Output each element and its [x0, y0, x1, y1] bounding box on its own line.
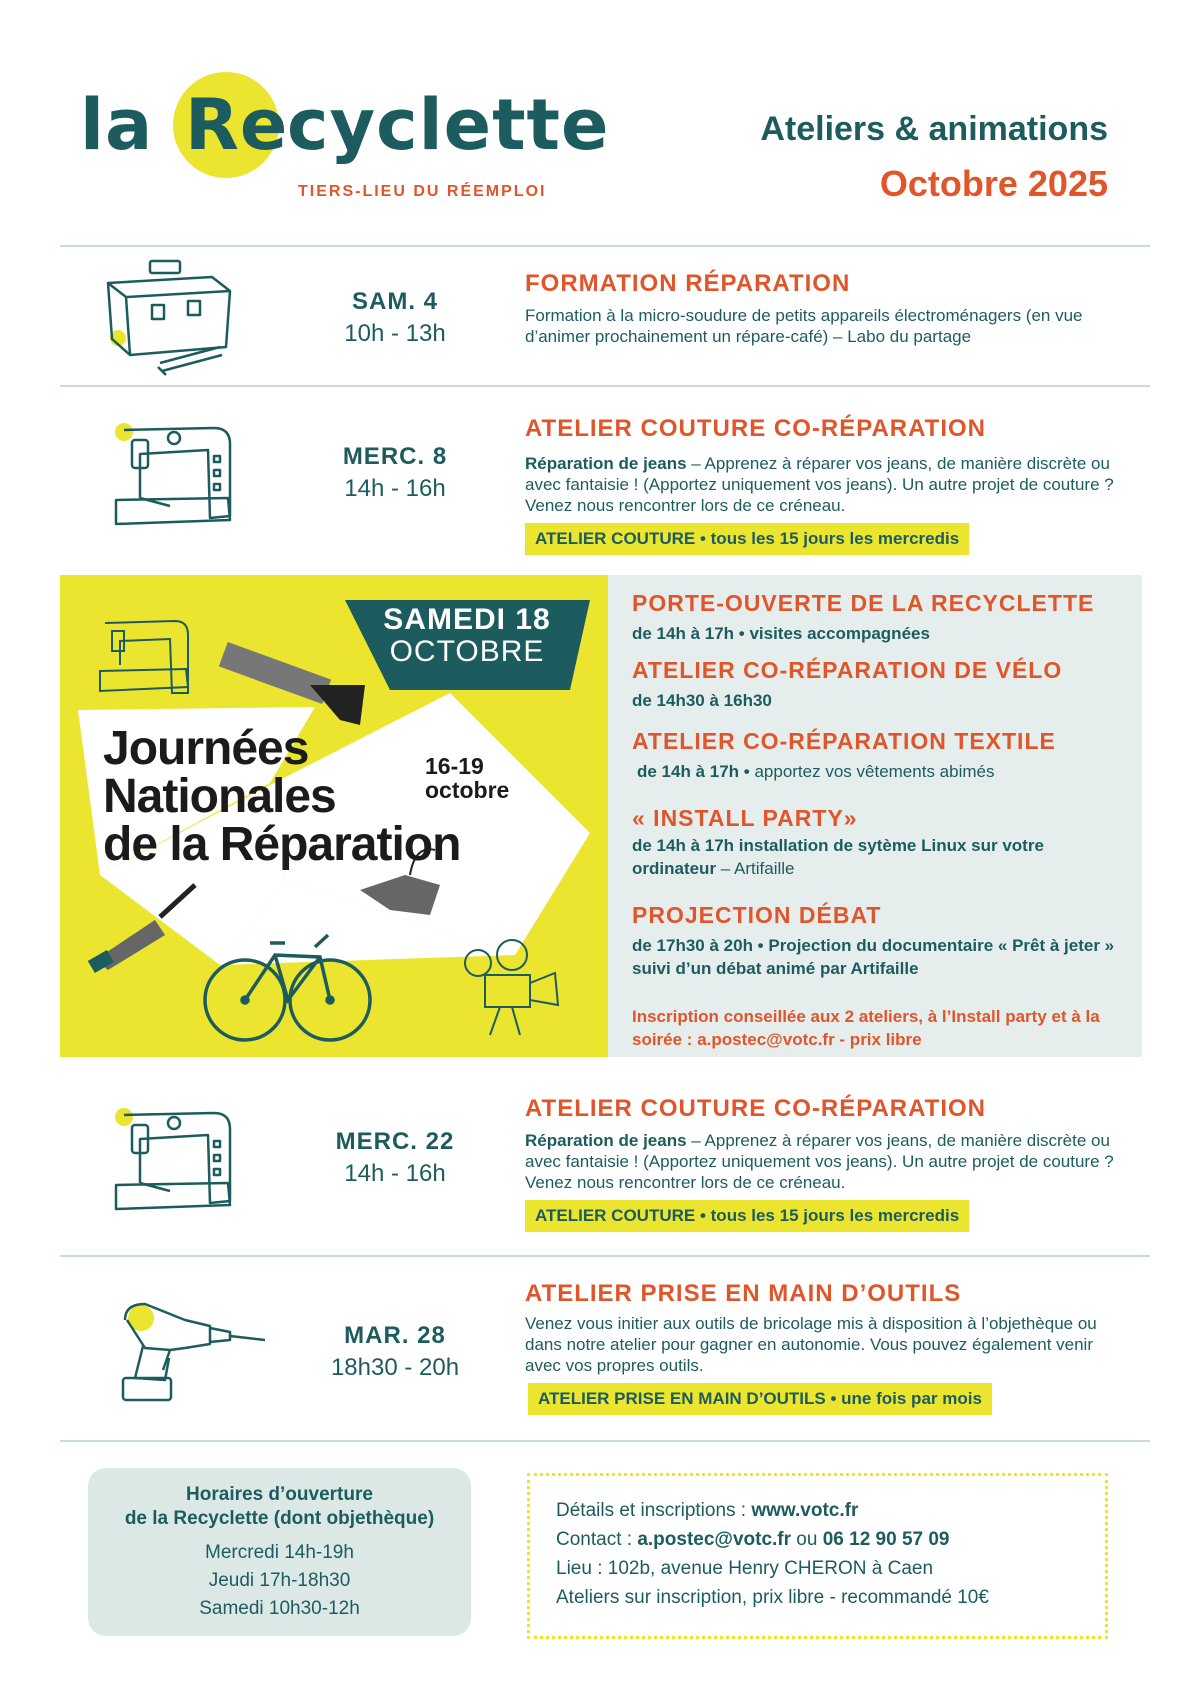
jnr-line3: de la Réparation	[103, 818, 461, 871]
sewing-machine-icon	[110, 1105, 245, 1215]
event-hours: 18h30 - 20h	[330, 1354, 460, 1381]
opening-hours-title2: de la Recyclette (dont objethèque)	[124, 1508, 435, 1529]
special-event-desc: de 14h à 17h • visites accompagnées	[632, 624, 930, 643]
event-hours: 14h - 16h	[344, 475, 446, 502]
pricing-note: Ateliers sur inscription, prix libre - recommandé 10€	[556, 1587, 989, 1608]
contact-box	[527, 1473, 1108, 1639]
event-description: Venez vous initier aux outils de bricolage mis à disposition à l’objethèque ou dans notre atelier pour gagner en autonomie. Vous pouvez également venir avec vos propres outils.	[525, 1314, 1097, 1375]
page-month: Octobre 2025	[879, 163, 1108, 204]
special-event-title: ATELIER CO-RÉPARATION TEXTILE	[632, 728, 1056, 754]
email-link[interactable]: a.postec@votc.fr	[637, 1529, 792, 1550]
event-day: SAM. 4	[351, 288, 438, 315]
special-event-desc: de 14h30 à 16h30	[632, 691, 772, 710]
special-event-desc: de 14h à 17h • apportez vos vêtements abimés	[637, 762, 995, 781]
event-hours: 14h - 16h	[344, 1160, 446, 1187]
logo-la: la	[80, 84, 154, 166]
jnr-line1: Journées	[103, 722, 309, 775]
recurring-badge: ATELIER COUTURE • tous les 15 jours les mercredis	[525, 1200, 969, 1232]
phone-link[interactable]: 06 12 90 57 09	[822, 1529, 950, 1550]
special-event-desc: de 14h à 17h installation de sytème Linux sur votre ordinateur – Artifaille	[632, 836, 1044, 878]
opening-hours-line: Mercredi 14h-19h	[205, 1542, 354, 1563]
logo-tagline: TIERS-LIEU DU RÉEMPLOI	[298, 183, 547, 200]
special-inscription: Inscription conseillée aux 2 ateliers, à l’Install party et à la soirée : a.postec@votc.fr - prix libre	[632, 1007, 1100, 1049]
page-title: Ateliers & animations	[760, 110, 1108, 148]
jnr-dates2: octobre	[425, 777, 510, 803]
sewing-machine-icon	[110, 420, 245, 530]
logo-re: Re	[185, 84, 289, 166]
special-event-title: PORTE-OUVERTE DE LA RECYCLETTE	[632, 590, 1095, 616]
jnr-line2: Nationales	[103, 770, 336, 823]
event-description: Réparation de jeans – Apprenez à réparer vos jeans, de manière discrète ou avec fantaisie ! (Apportez uniquement vos jeans). Un autre projet de couture ? Venez nous rencontrer lors de ce créneau.	[525, 1131, 1114, 1192]
contact-lines	[556, 1496, 989, 1612]
event-day: MERC. 8	[342, 443, 448, 470]
website-link[interactable]: www.votc.fr	[751, 1500, 859, 1521]
opening-hours-box	[88, 1468, 471, 1636]
divider	[60, 385, 1150, 387]
event-title: ATELIER COUTURE CO-RÉPARATION	[525, 415, 986, 442]
special-date-line2: OCTOBRE	[389, 635, 545, 668]
recurring-badge: ATELIER COUTURE • tous les 15 jours les mercredis	[525, 523, 969, 555]
logo-cyclette: cyclette	[287, 84, 610, 166]
event-description: Formation à la micro-soudure de petits appareils électroménagers (en vue d’animer prochainement un répare-café) – Labo du partage	[525, 306, 1083, 346]
recurring-badge: ATELIER PRISE EN MAIN D’OUTILS • une fois par mois	[528, 1383, 992, 1415]
divider	[60, 1255, 1150, 1257]
opening-hours-line: Jeudi 17h-18h30	[208, 1570, 351, 1591]
special-event-title: ATELIER CO-RÉPARATION DE VÉLO	[632, 657, 1063, 683]
event-title: ATELIER PRISE EN MAIN D’OUTILS	[525, 1280, 962, 1307]
drill-icon	[115, 1298, 275, 1408]
sewing-machine-icon	[100, 621, 188, 693]
contact-line: Contact : a.postec@votc.fr ou 06 12 90 57 09	[556, 1529, 950, 1550]
divider	[60, 1440, 1150, 1442]
special-date-line1: SAMEDI 18	[383, 603, 551, 636]
event-description: Réparation de jeans – Apprenez à réparer vos jeans, de manière discrète ou avec fantaisie ! (Apportez uniquement vos jeans). Un autre projet de couture ? Venez nous rencontrer lors de ce créneau.	[525, 454, 1114, 515]
event-title: ATELIER COUTURE CO-RÉPARATION	[525, 1095, 986, 1122]
special-event-desc: de 17h30 à 20h • Projection du documentaire « Prêt à jeter » suivi d’un débat animé par Artifaille	[632, 936, 1115, 978]
opening-hours-line: Samedi 10h30-12h	[199, 1598, 360, 1619]
event-day: MERC. 22	[335, 1128, 455, 1155]
details-line: Détails et inscriptions : www.votc.fr	[556, 1500, 859, 1521]
address-line: Lieu : 102b, avenue Henry CHERON à Caen	[556, 1558, 934, 1579]
special-event-title: PROJECTION DÉBAT	[632, 902, 882, 928]
opening-hours-title1: Horaires d’ouverture	[186, 1484, 373, 1505]
special-event-title: « INSTALL PARTY»	[632, 805, 858, 831]
divider	[60, 245, 1150, 247]
toolbox-icon	[100, 255, 240, 380]
event-title: FORMATION RÉPARATION	[525, 270, 851, 297]
event-hours: 10h - 13h	[344, 320, 446, 347]
jnr-dates1: 16-19	[425, 753, 484, 779]
jnr-poster	[60, 575, 608, 1057]
event-day: MAR. 28	[344, 1322, 446, 1349]
